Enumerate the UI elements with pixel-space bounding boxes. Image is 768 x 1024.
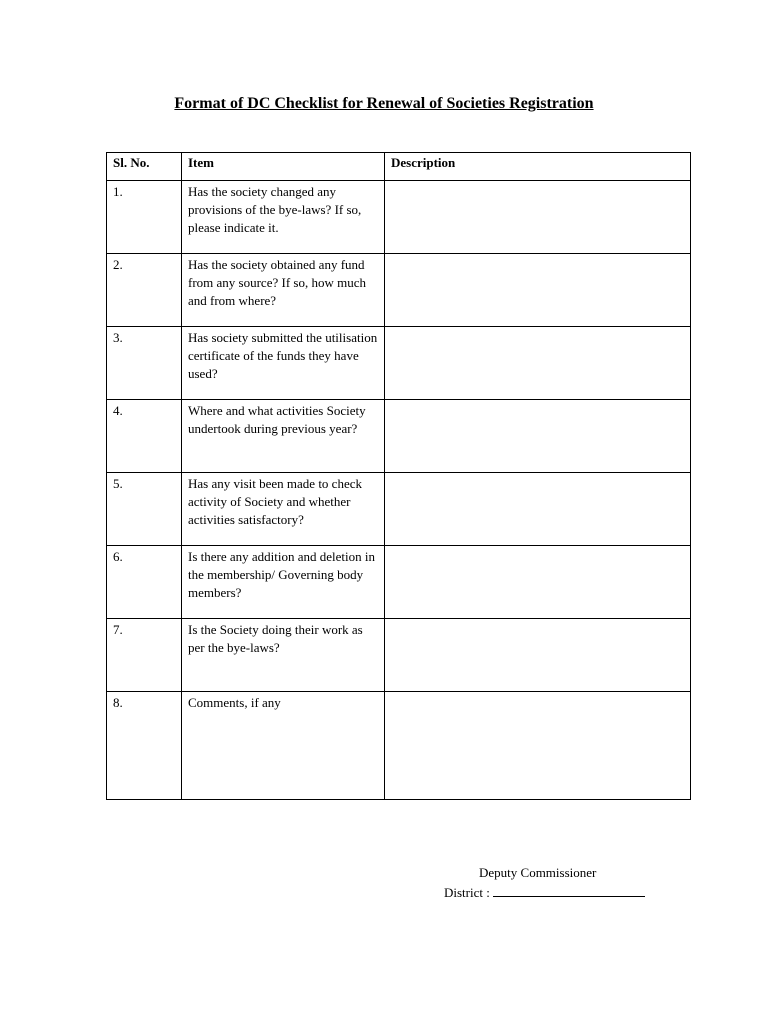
row-sl-no: 7. bbox=[107, 619, 182, 692]
table-row bbox=[107, 473, 691, 546]
row-sl-no: 1. bbox=[107, 181, 182, 254]
page-title: Format of DC Checklist for Renewal of Societies Registration bbox=[174, 95, 594, 112]
checklist-table bbox=[106, 152, 691, 800]
table-row bbox=[107, 254, 691, 327]
row-description[interactable] bbox=[385, 619, 691, 692]
row-sl-no: 6. bbox=[107, 546, 182, 619]
row-item: Has the society obtained any fund from any source? If so, how much and from where? bbox=[182, 254, 385, 327]
row-item: Is the Society doing their work as per the bye-laws? bbox=[182, 619, 385, 692]
table-row bbox=[107, 619, 691, 692]
table-row bbox=[107, 400, 691, 473]
row-description[interactable] bbox=[385, 327, 691, 400]
row-description[interactable] bbox=[385, 254, 691, 327]
table-row bbox=[107, 692, 691, 800]
row-description[interactable] bbox=[385, 473, 691, 546]
row-sl-no: 8. bbox=[107, 692, 182, 800]
row-sl-no: 2. bbox=[107, 254, 182, 327]
table-row bbox=[107, 181, 691, 254]
row-sl-no: 4. bbox=[107, 400, 182, 473]
header-description: Description bbox=[385, 153, 691, 181]
district-blank-field[interactable] bbox=[493, 882, 645, 897]
table-row bbox=[107, 327, 691, 400]
row-item: Has society submitted the utilisation certificate of the funds they have used? bbox=[182, 327, 385, 400]
row-description[interactable] bbox=[385, 692, 691, 800]
row-description[interactable] bbox=[385, 181, 691, 254]
table-header-row bbox=[107, 153, 691, 181]
row-sl-no: 5. bbox=[107, 473, 182, 546]
signatory-role: Deputy Commissioner bbox=[479, 865, 597, 880]
table-row bbox=[107, 546, 691, 619]
header-sl-no: Sl. No. bbox=[107, 153, 182, 181]
row-item: Comments, if any bbox=[182, 692, 385, 800]
row-item: Has the society changed any provisions of the bye-laws? If so, please indicate it. bbox=[182, 181, 385, 254]
district-line bbox=[444, 882, 645, 902]
row-description[interactable] bbox=[385, 400, 691, 473]
row-item: Has any visit been made to check activity of Society and whether activities satisfactory? bbox=[182, 473, 385, 546]
row-sl-no: 3. bbox=[107, 327, 182, 400]
row-item: Where and what activities Society undertook during previous year? bbox=[182, 400, 385, 473]
header-item: Item bbox=[182, 153, 385, 181]
row-description[interactable] bbox=[385, 546, 691, 619]
district-label: District : bbox=[444, 885, 490, 900]
row-item: Is there any addition and deletion in the membership/ Governing body members? bbox=[182, 546, 385, 619]
signature-block bbox=[444, 864, 645, 902]
